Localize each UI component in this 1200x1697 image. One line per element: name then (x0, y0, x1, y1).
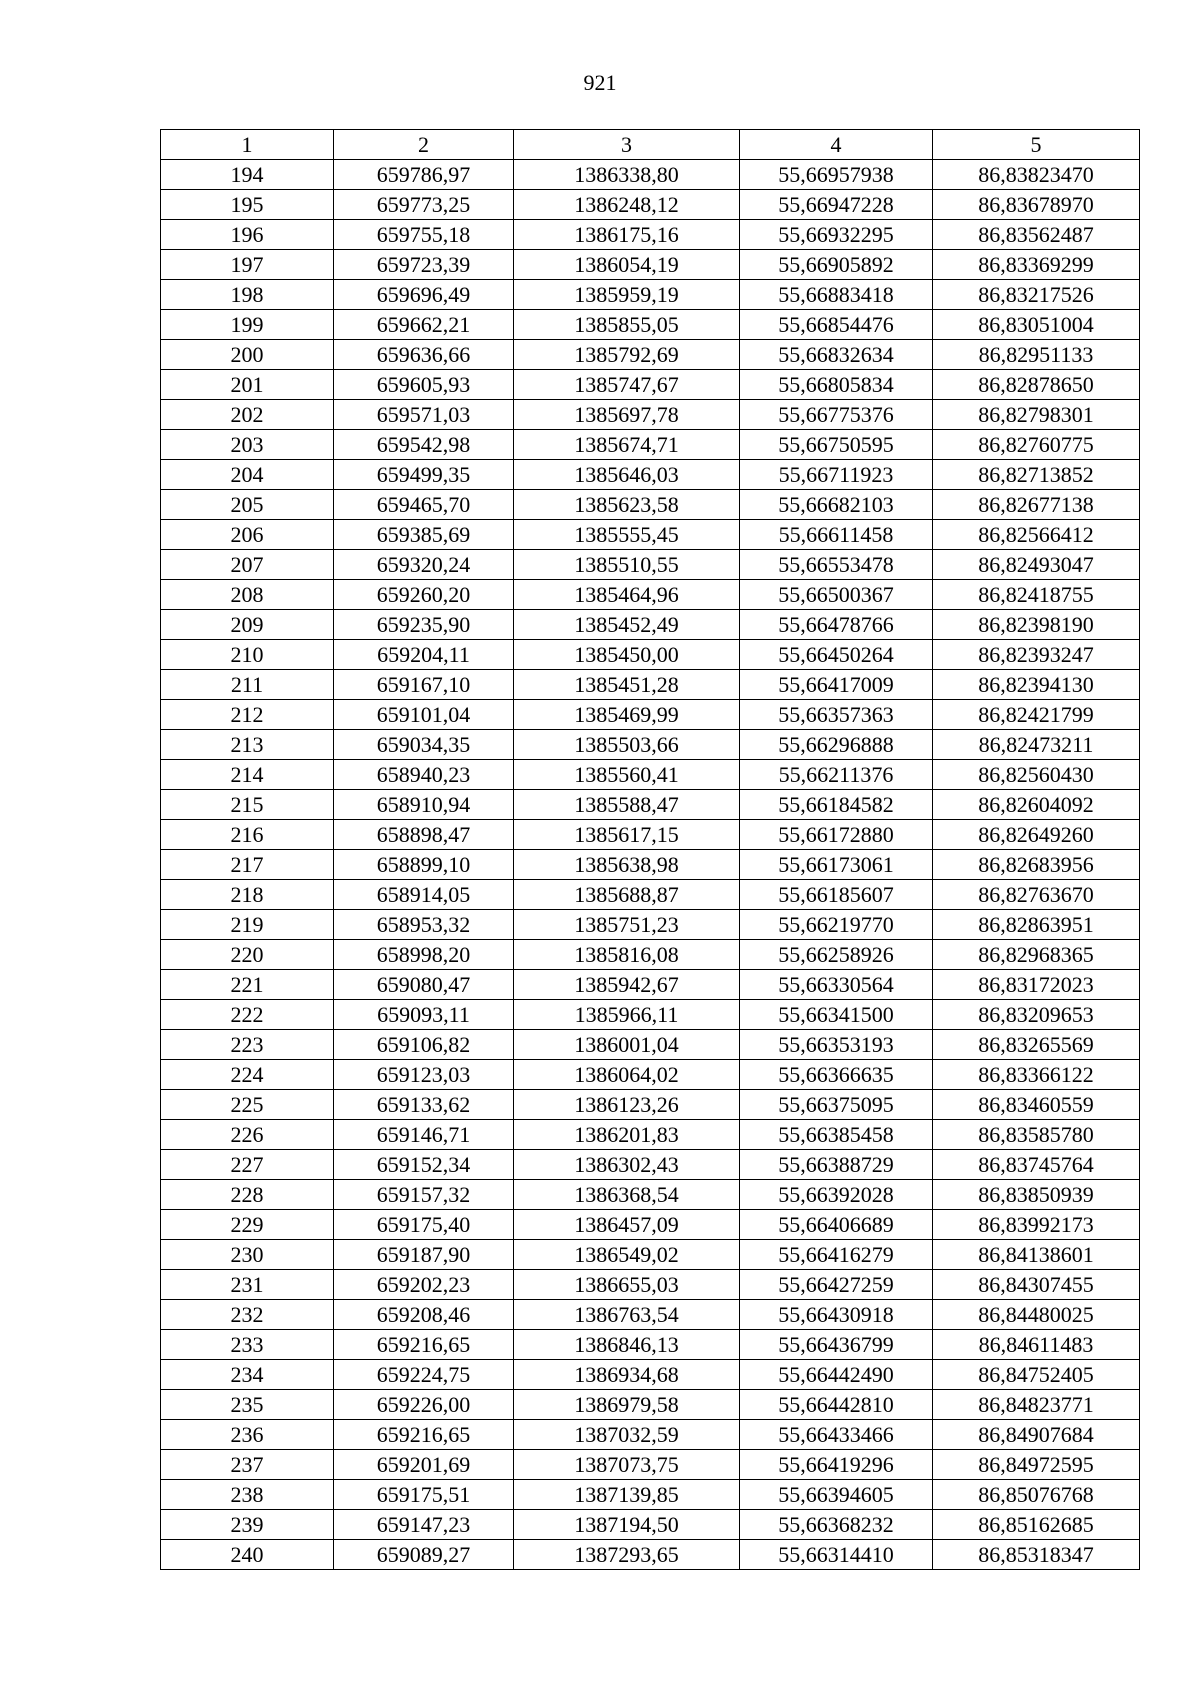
table-row (161, 280, 1140, 310)
x-coordinate-cell: 659320,24 (334, 550, 514, 580)
longitude-cell: 86,82677138 (933, 490, 1140, 520)
longitude-cell: 86,84307455 (933, 1270, 1140, 1300)
latitude-cell: 55,66442490 (740, 1360, 933, 1390)
longitude-cell: 86,83823470 (933, 160, 1140, 190)
y-coordinate-cell: 1385792,69 (514, 340, 740, 370)
latitude-cell: 55,66406689 (740, 1210, 933, 1240)
table-header (161, 130, 1140, 160)
table-row (161, 1120, 1140, 1150)
x-coordinate-cell: 659755,18 (334, 220, 514, 250)
table-row (161, 1450, 1140, 1480)
longitude-cell: 86,83366122 (933, 1060, 1140, 1090)
y-coordinate-cell: 1386175,16 (514, 220, 740, 250)
y-coordinate-cell: 1386201,83 (514, 1120, 740, 1150)
longitude-cell: 86,84972595 (933, 1450, 1140, 1480)
longitude-cell: 86,82560430 (933, 760, 1140, 790)
longitude-cell: 86,83217526 (933, 280, 1140, 310)
point-number-cell: 212 (161, 700, 334, 730)
table-row (161, 310, 1140, 340)
latitude-cell: 55,66211376 (740, 760, 933, 790)
y-coordinate-cell: 1386979,58 (514, 1390, 740, 1420)
y-coordinate-cell: 1386846,13 (514, 1330, 740, 1360)
y-coordinate-cell: 1387293,65 (514, 1540, 740, 1570)
latitude-cell: 55,66385458 (740, 1120, 933, 1150)
y-coordinate-cell: 1385751,23 (514, 910, 740, 940)
longitude-cell: 86,83992173 (933, 1210, 1140, 1240)
y-coordinate-cell: 1386123,26 (514, 1090, 740, 1120)
x-coordinate-cell: 659235,90 (334, 610, 514, 640)
point-number-cell: 230 (161, 1240, 334, 1270)
longitude-cell: 86,82968365 (933, 940, 1140, 970)
point-number-cell: 220 (161, 940, 334, 970)
table-row (161, 1060, 1140, 1090)
point-number-cell: 227 (161, 1150, 334, 1180)
longitude-cell: 86,82604092 (933, 790, 1140, 820)
latitude-cell: 55,66366635 (740, 1060, 933, 1090)
longitude-cell: 86,83460559 (933, 1090, 1140, 1120)
x-coordinate-cell: 659152,34 (334, 1150, 514, 1180)
longitude-cell: 86,84138601 (933, 1240, 1140, 1270)
table-row (161, 520, 1140, 550)
table-row (161, 190, 1140, 220)
x-coordinate-cell: 658998,20 (334, 940, 514, 970)
latitude-cell: 55,66805834 (740, 370, 933, 400)
longitude-cell: 86,82878650 (933, 370, 1140, 400)
point-number-cell: 199 (161, 310, 334, 340)
x-coordinate-cell: 658940,23 (334, 760, 514, 790)
y-coordinate-cell: 1386302,43 (514, 1150, 740, 1180)
latitude-cell: 55,66357363 (740, 700, 933, 730)
y-coordinate-cell: 1385942,67 (514, 970, 740, 1000)
table-row (161, 1420, 1140, 1450)
x-coordinate-cell: 659106,82 (334, 1030, 514, 1060)
longitude-cell: 86,82398190 (933, 610, 1140, 640)
y-coordinate-cell: 1386763,54 (514, 1300, 740, 1330)
latitude-cell: 55,66450264 (740, 640, 933, 670)
latitude-cell: 55,66394605 (740, 1480, 933, 1510)
latitude-cell: 55,66416279 (740, 1240, 933, 1270)
table-row (161, 400, 1140, 430)
longitude-cell: 86,82649260 (933, 820, 1140, 850)
x-coordinate-cell: 659571,03 (334, 400, 514, 430)
table-row (161, 1210, 1140, 1240)
y-coordinate-cell: 1386338,80 (514, 160, 740, 190)
x-coordinate-cell: 658914,05 (334, 880, 514, 910)
table-row (161, 1150, 1140, 1180)
point-number-cell: 201 (161, 370, 334, 400)
latitude-cell: 55,66957938 (740, 160, 933, 190)
x-coordinate-cell: 659201,69 (334, 1450, 514, 1480)
x-coordinate-cell: 659089,27 (334, 1540, 514, 1570)
y-coordinate-cell: 1386054,19 (514, 250, 740, 280)
latitude-cell: 55,66173061 (740, 850, 933, 880)
y-coordinate-cell: 1385617,15 (514, 820, 740, 850)
latitude-cell: 55,66296888 (740, 730, 933, 760)
longitude-cell: 86,84823771 (933, 1390, 1140, 1420)
table-row (161, 940, 1140, 970)
y-coordinate-cell: 1385588,47 (514, 790, 740, 820)
y-coordinate-cell: 1385560,41 (514, 760, 740, 790)
y-coordinate-cell: 1386064,02 (514, 1060, 740, 1090)
point-number-cell: 228 (161, 1180, 334, 1210)
x-coordinate-cell: 659146,71 (334, 1120, 514, 1150)
x-coordinate-cell: 659204,11 (334, 640, 514, 670)
y-coordinate-cell: 1385959,19 (514, 280, 740, 310)
point-number-cell: 217 (161, 850, 334, 880)
longitude-cell: 86,83745764 (933, 1150, 1140, 1180)
point-number-cell: 206 (161, 520, 334, 550)
latitude-cell: 55,66419296 (740, 1450, 933, 1480)
y-coordinate-cell: 1386248,12 (514, 190, 740, 220)
point-number-cell: 202 (161, 400, 334, 430)
point-number-cell: 223 (161, 1030, 334, 1060)
table-row (161, 1000, 1140, 1030)
y-coordinate-cell: 1387194,50 (514, 1510, 740, 1540)
longitude-cell: 86,82473211 (933, 730, 1140, 760)
x-coordinate-cell: 659605,93 (334, 370, 514, 400)
point-number-cell: 205 (161, 490, 334, 520)
point-number-cell: 210 (161, 640, 334, 670)
point-number-cell: 234 (161, 1360, 334, 1390)
y-coordinate-cell: 1386001,04 (514, 1030, 740, 1060)
point-number-cell: 208 (161, 580, 334, 610)
point-number-cell: 219 (161, 910, 334, 940)
latitude-cell: 55,66219770 (740, 910, 933, 940)
point-number-cell: 232 (161, 1300, 334, 1330)
table-row (161, 1240, 1140, 1270)
latitude-cell: 55,66392028 (740, 1180, 933, 1210)
header-cell-col-1: 1 (161, 130, 334, 160)
latitude-cell: 55,66341500 (740, 1000, 933, 1030)
latitude-cell: 55,66832634 (740, 340, 933, 370)
point-number-cell: 231 (161, 1270, 334, 1300)
table-row (161, 1510, 1140, 1540)
x-coordinate-cell: 659175,51 (334, 1480, 514, 1510)
x-coordinate-cell: 659093,11 (334, 1000, 514, 1030)
point-number-cell: 225 (161, 1090, 334, 1120)
x-coordinate-cell: 659202,23 (334, 1270, 514, 1300)
point-number-cell: 209 (161, 610, 334, 640)
header-cell-col-2: 2 (334, 130, 514, 160)
point-number-cell: 235 (161, 1390, 334, 1420)
longitude-cell: 86,83678970 (933, 190, 1140, 220)
point-number-cell: 194 (161, 160, 334, 190)
table-row (161, 820, 1140, 850)
point-number-cell: 196 (161, 220, 334, 250)
header-cell-col-4: 4 (740, 130, 933, 160)
y-coordinate-cell: 1385646,03 (514, 460, 740, 490)
table-row (161, 760, 1140, 790)
table-row (161, 850, 1140, 880)
point-number-cell: 214 (161, 760, 334, 790)
longitude-cell: 86,84480025 (933, 1300, 1140, 1330)
header-cell-col-3: 3 (514, 130, 740, 160)
table-row (161, 1360, 1140, 1390)
x-coordinate-cell: 659499,35 (334, 460, 514, 490)
longitude-cell: 86,84907684 (933, 1420, 1140, 1450)
longitude-cell: 86,82951133 (933, 340, 1140, 370)
table-row (161, 430, 1140, 460)
point-number-cell: 221 (161, 970, 334, 1000)
longitude-cell: 86,82418755 (933, 580, 1140, 610)
y-coordinate-cell: 1385469,99 (514, 700, 740, 730)
table-row (161, 700, 1140, 730)
latitude-cell: 55,66611458 (740, 520, 933, 550)
longitude-cell: 86,82393247 (933, 640, 1140, 670)
x-coordinate-cell: 659216,65 (334, 1420, 514, 1450)
longitude-cell: 86,82394130 (933, 670, 1140, 700)
longitude-cell: 86,83585780 (933, 1120, 1140, 1150)
point-number-cell: 218 (161, 880, 334, 910)
y-coordinate-cell: 1386457,09 (514, 1210, 740, 1240)
x-coordinate-cell: 659175,40 (334, 1210, 514, 1240)
longitude-cell: 86,82566412 (933, 520, 1140, 550)
latitude-cell: 55,66388729 (740, 1150, 933, 1180)
header-cell-col-5: 5 (933, 130, 1140, 160)
latitude-cell: 55,66184582 (740, 790, 933, 820)
table-row (161, 370, 1140, 400)
latitude-cell: 55,66258926 (740, 940, 933, 970)
y-coordinate-cell: 1385674,71 (514, 430, 740, 460)
latitude-cell: 55,66368232 (740, 1510, 933, 1540)
table-row (161, 1330, 1140, 1360)
y-coordinate-cell: 1385638,98 (514, 850, 740, 880)
longitude-cell: 86,82760775 (933, 430, 1140, 460)
point-number-cell: 238 (161, 1480, 334, 1510)
y-coordinate-cell: 1385623,58 (514, 490, 740, 520)
y-coordinate-cell: 1387073,75 (514, 1450, 740, 1480)
y-coordinate-cell: 1385451,28 (514, 670, 740, 700)
latitude-cell: 55,66854476 (740, 310, 933, 340)
latitude-cell: 55,66905892 (740, 250, 933, 280)
y-coordinate-cell: 1386934,68 (514, 1360, 740, 1390)
table-row (161, 160, 1140, 190)
x-coordinate-cell: 659167,10 (334, 670, 514, 700)
y-coordinate-cell: 1385450,00 (514, 640, 740, 670)
latitude-cell: 55,66775376 (740, 400, 933, 430)
longitude-cell: 86,83172023 (933, 970, 1140, 1000)
table-row (161, 1390, 1140, 1420)
table-row (161, 220, 1140, 250)
x-coordinate-cell: 659224,75 (334, 1360, 514, 1390)
y-coordinate-cell: 1385510,55 (514, 550, 740, 580)
table-row (161, 460, 1140, 490)
latitude-cell: 55,66185607 (740, 880, 933, 910)
longitude-cell: 86,85076768 (933, 1480, 1140, 1510)
latitude-cell: 55,66417009 (740, 670, 933, 700)
x-coordinate-cell: 659260,20 (334, 580, 514, 610)
table-row (161, 1030, 1140, 1060)
point-number-cell: 239 (161, 1510, 334, 1540)
latitude-cell: 55,66314410 (740, 1540, 933, 1570)
latitude-cell: 55,66500367 (740, 580, 933, 610)
longitude-cell: 86,83209653 (933, 1000, 1140, 1030)
x-coordinate-cell: 658910,94 (334, 790, 514, 820)
table-row (161, 730, 1140, 760)
point-number-cell: 197 (161, 250, 334, 280)
y-coordinate-cell: 1385697,78 (514, 400, 740, 430)
longitude-cell: 86,83850939 (933, 1180, 1140, 1210)
table-row (161, 670, 1140, 700)
table-row (161, 1180, 1140, 1210)
table-row (161, 580, 1140, 610)
table-row (161, 1090, 1140, 1120)
table-row (161, 250, 1140, 280)
y-coordinate-cell: 1387139,85 (514, 1480, 740, 1510)
point-number-cell: 211 (161, 670, 334, 700)
x-coordinate-cell: 659773,25 (334, 190, 514, 220)
y-coordinate-cell: 1385688,87 (514, 880, 740, 910)
y-coordinate-cell: 1385816,08 (514, 940, 740, 970)
x-coordinate-cell: 659662,21 (334, 310, 514, 340)
latitude-cell: 55,66947228 (740, 190, 933, 220)
latitude-cell: 55,66478766 (740, 610, 933, 640)
longitude-cell: 86,83051004 (933, 310, 1140, 340)
page-number: 921 (583, 70, 617, 95)
point-number-cell: 213 (161, 730, 334, 760)
longitude-cell: 86,83265569 (933, 1030, 1140, 1060)
y-coordinate-cell: 1386549,02 (514, 1240, 740, 1270)
point-number-cell: 226 (161, 1120, 334, 1150)
latitude-cell: 55,66883418 (740, 280, 933, 310)
point-number-cell: 215 (161, 790, 334, 820)
x-coordinate-cell: 658899,10 (334, 850, 514, 880)
latitude-cell: 55,66330564 (740, 970, 933, 1000)
y-coordinate-cell: 1385464,96 (514, 580, 740, 610)
table-row (161, 910, 1140, 940)
longitude-cell: 86,82763670 (933, 880, 1140, 910)
longitude-cell: 86,85162685 (933, 1510, 1140, 1540)
longitude-cell: 86,82863951 (933, 910, 1140, 940)
point-number-cell: 236 (161, 1420, 334, 1450)
table-row (161, 1270, 1140, 1300)
point-number-cell: 200 (161, 340, 334, 370)
x-coordinate-cell: 659123,03 (334, 1060, 514, 1090)
x-coordinate-cell: 658898,47 (334, 820, 514, 850)
x-coordinate-cell: 659542,98 (334, 430, 514, 460)
x-coordinate-cell: 659723,39 (334, 250, 514, 280)
table-row (161, 610, 1140, 640)
y-coordinate-cell: 1385503,66 (514, 730, 740, 760)
table-row (161, 340, 1140, 370)
point-number-cell: 222 (161, 1000, 334, 1030)
y-coordinate-cell: 1387032,59 (514, 1420, 740, 1450)
latitude-cell: 55,66750595 (740, 430, 933, 460)
x-coordinate-cell: 658953,32 (334, 910, 514, 940)
x-coordinate-cell: 659133,62 (334, 1090, 514, 1120)
latitude-cell: 55,66172880 (740, 820, 933, 850)
table-row (161, 880, 1140, 910)
table-body (161, 160, 1140, 1570)
point-number-cell: 207 (161, 550, 334, 580)
longitude-cell: 86,82493047 (933, 550, 1140, 580)
x-coordinate-cell: 659636,66 (334, 340, 514, 370)
latitude-cell: 55,66553478 (740, 550, 933, 580)
x-coordinate-cell: 659187,90 (334, 1240, 514, 1270)
longitude-cell: 86,82421799 (933, 700, 1140, 730)
longitude-cell: 86,83562487 (933, 220, 1140, 250)
y-coordinate-cell: 1385855,05 (514, 310, 740, 340)
table-row (161, 1540, 1140, 1570)
y-coordinate-cell: 1385555,45 (514, 520, 740, 550)
longitude-cell: 86,83369299 (933, 250, 1140, 280)
latitude-cell: 55,66430918 (740, 1300, 933, 1330)
table-row (161, 640, 1140, 670)
table-row (161, 1480, 1140, 1510)
x-coordinate-cell: 659226,00 (334, 1390, 514, 1420)
table-row (161, 550, 1140, 580)
latitude-cell: 55,66433466 (740, 1420, 933, 1450)
point-number-cell: 195 (161, 190, 334, 220)
table-row (161, 790, 1140, 820)
table-row (161, 1300, 1140, 1330)
longitude-cell: 86,84752405 (933, 1360, 1140, 1390)
latitude-cell: 55,66375095 (740, 1090, 933, 1120)
longitude-cell: 86,85318347 (933, 1540, 1140, 1570)
x-coordinate-cell: 659696,49 (334, 280, 514, 310)
y-coordinate-cell: 1386368,54 (514, 1180, 740, 1210)
point-number-cell: 224 (161, 1060, 334, 1090)
x-coordinate-cell: 659465,70 (334, 490, 514, 520)
longitude-cell: 86,82683956 (933, 850, 1140, 880)
table-row (161, 970, 1140, 1000)
point-number-cell: 216 (161, 820, 334, 850)
x-coordinate-cell: 659101,04 (334, 700, 514, 730)
x-coordinate-cell: 659208,46 (334, 1300, 514, 1330)
y-coordinate-cell: 1385452,49 (514, 610, 740, 640)
latitude-cell: 55,66711923 (740, 460, 933, 490)
latitude-cell: 55,66353193 (740, 1030, 933, 1060)
point-number-cell: 204 (161, 460, 334, 490)
latitude-cell: 55,66442810 (740, 1390, 933, 1420)
point-number-cell: 229 (161, 1210, 334, 1240)
y-coordinate-cell: 1386655,03 (514, 1270, 740, 1300)
point-number-cell: 237 (161, 1450, 334, 1480)
x-coordinate-cell: 659385,69 (334, 520, 514, 550)
latitude-cell: 55,66436799 (740, 1330, 933, 1360)
point-number-cell: 240 (161, 1540, 334, 1570)
y-coordinate-cell: 1385966,11 (514, 1000, 740, 1030)
point-number-cell: 203 (161, 430, 334, 460)
longitude-cell: 86,82713852 (933, 460, 1140, 490)
point-number-cell: 233 (161, 1330, 334, 1360)
table-row (161, 490, 1140, 520)
coordinates-table (160, 129, 1140, 1570)
latitude-cell: 55,66427259 (740, 1270, 933, 1300)
x-coordinate-cell: 659034,35 (334, 730, 514, 760)
header-row (161, 130, 1140, 160)
latitude-cell: 55,66932295 (740, 220, 933, 250)
x-coordinate-cell: 659147,23 (334, 1510, 514, 1540)
latitude-cell: 55,66682103 (740, 490, 933, 520)
x-coordinate-cell: 659080,47 (334, 970, 514, 1000)
longitude-cell: 86,82798301 (933, 400, 1140, 430)
x-coordinate-cell: 659216,65 (334, 1330, 514, 1360)
x-coordinate-cell: 659157,32 (334, 1180, 514, 1210)
x-coordinate-cell: 659786,97 (334, 160, 514, 190)
point-number-cell: 198 (161, 280, 334, 310)
longitude-cell: 86,84611483 (933, 1330, 1140, 1360)
y-coordinate-cell: 1385747,67 (514, 370, 740, 400)
